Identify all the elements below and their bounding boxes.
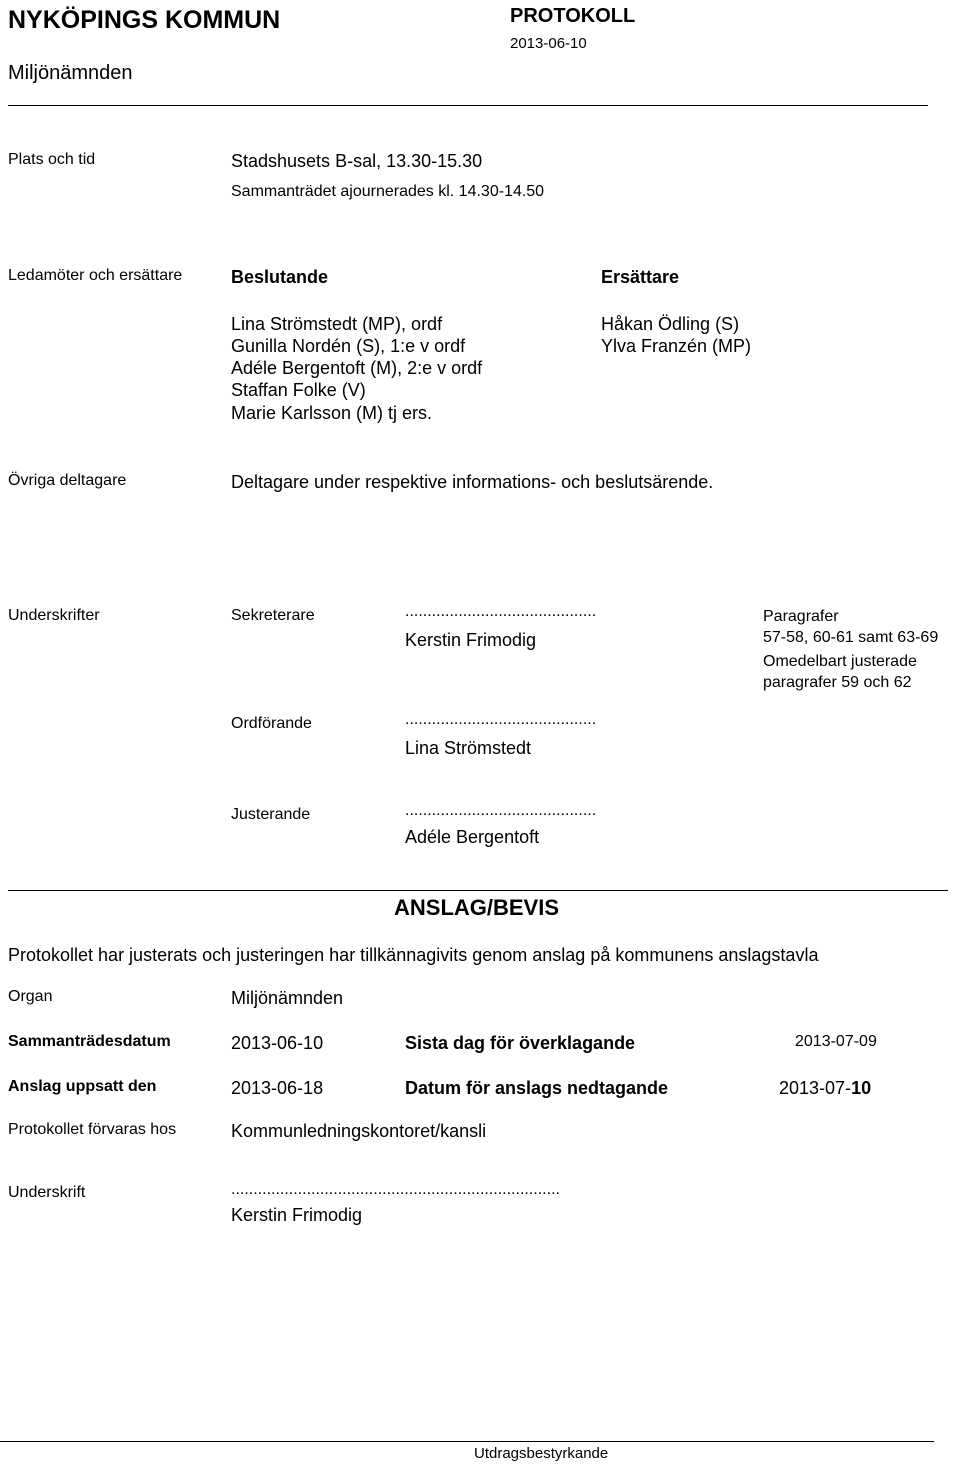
kept-value: Kommunledningskontoret/kansli (231, 1121, 487, 1141)
notice-heading: ANSLAG/BEVIS (394, 895, 560, 920)
appeal-date: 2013-07-09 (795, 1033, 877, 1050)
notice-text: Protokollet har justerats och justeringen har tillkännagivits genom anslag på kommunens anslagstavla (8, 945, 819, 965)
organization-title: NYKÖPINGS KOMMUN (8, 6, 281, 34)
decision-maker: Gunilla Nordén (S), 1:e v ordf (231, 336, 466, 356)
footer-divider (0, 1441, 934, 1442)
kept-label: Protokollet förvaras hos (8, 1121, 177, 1138)
decision-maker: Adéle Bergentoft (M), 2:e v ordf (231, 358, 483, 378)
meeting-date-value: 2013-06-10 (231, 1033, 324, 1053)
decision-maker: Staffan Folke (V) (231, 380, 366, 400)
signature-label: Underskrift (8, 1184, 86, 1201)
chair-label: Ordförande (231, 715, 312, 732)
removed-label: Datum för anslags nedtagande (405, 1078, 669, 1098)
adjuster-name: Adéle Bergentoft (405, 827, 540, 847)
others-label: Övriga deltagare (8, 472, 127, 489)
paragraphs-label: Paragrafer (763, 608, 839, 625)
decision-makers-heading: Beslutande (231, 267, 329, 287)
substitutes-heading: Ersättare (601, 267, 680, 287)
secretary-name: Kerstin Frimodig (405, 630, 537, 650)
organ-label: Organ (8, 988, 53, 1005)
notice-divider (8, 890, 948, 891)
secretary-label: Sekreterare (231, 607, 315, 624)
immediate-paragraphs: paragrafer 59 och 62 (763, 674, 912, 691)
others-text: Deltagare under respektive informations- och beslutsärende. (231, 472, 714, 492)
signature-name: Kerstin Frimodig (231, 1205, 363, 1225)
chair-signature-line: ........................................... (405, 711, 597, 728)
members-label: Ledamöter och ersättare (8, 267, 183, 284)
signature-line: .......................................................................... (231, 1181, 560, 1198)
signatures-label: Underskrifter (8, 607, 100, 624)
removed-date-suffix: 10 (851, 1078, 872, 1098)
immediate-label: Omedelbart justerade (763, 653, 917, 670)
decision-maker: Marie Karlsson (M) tj ers. (231, 403, 433, 423)
substitute: Håkan Ödling (S) (601, 314, 740, 334)
header-divider (8, 105, 928, 106)
removed-date (779, 1079, 871, 1097)
posted-label: Anslag uppsatt den (8, 1078, 157, 1095)
appeal-label: Sista dag för överklagande (405, 1033, 636, 1053)
adjuster-label: Justerande (231, 806, 311, 823)
adjuster-signature-line: ........................................... (405, 802, 597, 819)
meeting-place: Stadshusets B-sal, 13.30-15.30 (231, 151, 483, 171)
document-type: PROTOKOLL (510, 5, 636, 27)
meeting-date-label: Sammanträdesdatum (8, 1033, 171, 1050)
decision-maker: Lina Strömstedt (MP), ordf (231, 314, 443, 334)
department-name: Miljönämnden (8, 62, 133, 84)
organ-value: Miljönämnden (231, 988, 344, 1008)
footer-label: Utdragsbestyrkande (474, 1445, 609, 1462)
document-date: 2013-06-10 (510, 35, 587, 52)
posted-date: 2013-06-18 (231, 1078, 324, 1098)
chair-name: Lina Strömstedt (405, 738, 532, 758)
removed-date-prefix: 2013-07- (779, 1078, 852, 1098)
paragraphs-list: 57-58, 60-61 samt 63-69 (763, 629, 939, 646)
substitute: Ylva Franzén (MP) (601, 336, 752, 356)
secretary-signature-line: ........................................... (405, 603, 597, 620)
meeting-adjourned: Sammanträdet ajournerades kl. 14.30-14.50 (231, 183, 545, 200)
place-label: Plats och tid (8, 151, 96, 168)
